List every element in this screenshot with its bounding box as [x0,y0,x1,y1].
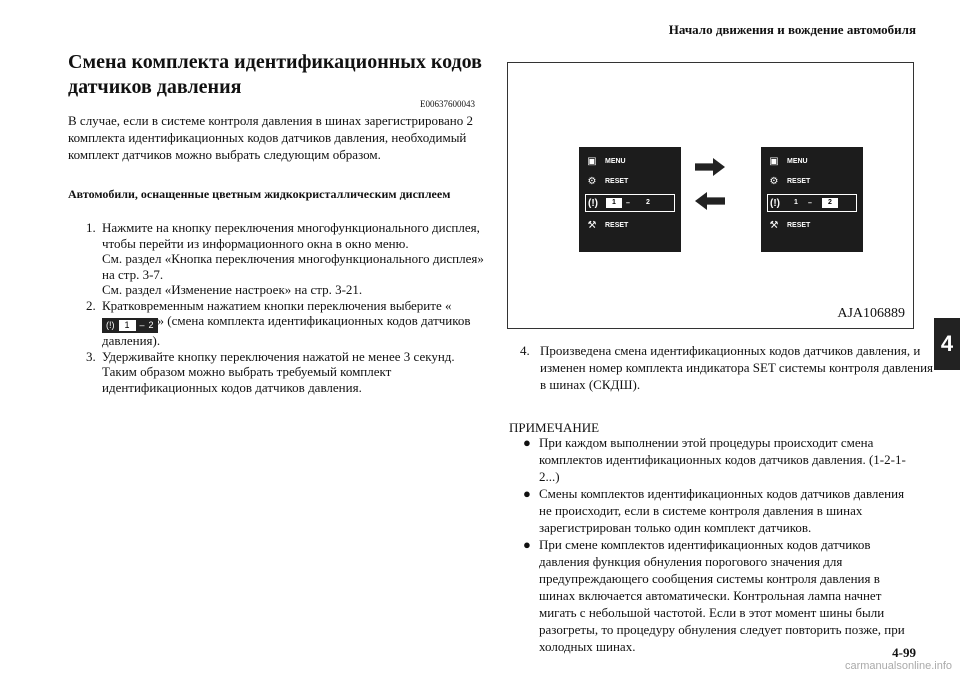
tpms-row [767,194,857,212]
toolbox-icon: ▣ [587,155,597,167]
badge-set-1: 1 [119,320,136,331]
reset-row [767,217,857,233]
set-dash: – [626,199,630,207]
step-4 [520,342,940,393]
reset-label: RESET [787,177,811,185]
menu-label: MENU [787,157,808,165]
bullet-icon: ● [523,435,531,450]
step-text-before: Кратковременным нажатием кнопки переключения выберите « [102,297,452,313]
page-number: 4-99 [892,645,916,660]
note-heading: ПРИМЕЧАНИЕ [509,420,600,435]
set-1-box: 1 [794,199,798,206]
gear-icon: ⚙ [587,175,597,187]
step-number: 2. [86,297,96,313]
menu-row [585,153,675,169]
step-number: 4. [520,343,530,358]
tpms-row [585,194,675,212]
step-number: 1. [86,220,96,235]
tire-pressure-icon: (!) [106,320,115,330]
badge-dash: – [139,320,145,330]
badge-set-2: 2 [148,320,154,330]
menu-row [767,153,857,169]
reset-label: RESET [605,177,629,185]
bullet-icon: ● [523,486,531,501]
display-screen-before [579,147,681,252]
arrow-left-icon [695,192,725,210]
reset-row [585,173,675,189]
switch-arrows [695,158,727,226]
chapter-tab: 4 [934,318,960,370]
step-1 [68,220,488,298]
tire-pressure-icon: (!) [588,197,598,209]
notes-list [509,434,919,655]
step-number: 3. [86,348,96,364]
reset-row [585,217,675,233]
steps-list [68,220,488,395]
menu-label: MENU [605,157,626,165]
set-1-box: 1 [606,198,622,208]
section-code: E00637600043 [420,99,475,109]
step-text-after: » (смена комплекта идентификационных кодов датчиков давления). [102,313,471,349]
step-reference: См. раздел «Изменение настроек» на стр. 3-21. [102,282,363,297]
step-2 [68,298,488,349]
section-title: Смена комплекта идентификационных кодов датчиков давления [68,51,482,98]
display-screen-after [761,147,863,252]
figure-label: AJA106889 [837,306,905,321]
step-text: Нажмите на кнопку переключения многофункционального дисплея, чтобы перейти из информационного окна в окно меню. [102,220,480,251]
subheading: Автомобили, оснащенные цветным жидкокристаллическим дисплеем [68,187,451,201]
reset-label: RESET [787,221,811,229]
tpms-set-badge [102,318,158,333]
step-text: Удерживайте кнопку переключения нажатой не менее 3 секунд. Таким образом можно выбрать требуемый комплект идентификационных кодов датчиков давления. [102,348,455,395]
reset-label: RESET [605,221,629,229]
watermark: carmanualsonline.info [844,660,952,672]
intro-paragraph: В случае, если в системе контроля давления в шинах зарегистрировано 2 комплекта идентификационных кодов датчиков давления, необходимый комплект датчиков можно выбрать следующим образом. [68,113,473,162]
step-text: Произведена смена идентификационных кодов датчиков давления, и изменен номер комплекта индикатора SET системы контроля давления в шинах (СКДШ). [540,343,934,392]
set-2-box: 2 [822,198,838,208]
bullet-icon: ● [523,537,531,552]
maintenance-icon: ⚒ [587,219,597,231]
chapter-header: Начало движения и вождение автомобиля [668,22,916,37]
arrow-right-icon [695,158,725,176]
maintenance-icon: ⚒ [769,219,779,231]
toolbox-icon: ▣ [769,155,779,167]
gear-icon: ⚙ [769,175,779,187]
note-text: Смены комплектов идентификационных кодов датчиков давления не происходит, если в системе контроля давления в шинах зарегистрирован только один комплект датчиков. [539,486,905,535]
note-text: При каждом выполнении этой процедуры происходит смена комплектов идентификационных кодов датчиков давления. (1-2-1-2...) [539,435,906,484]
display-illustration [507,62,914,329]
set-2-box: 2 [646,199,650,206]
note-text: При смене комплектов идентификационных кодов датчиков давления функция обнуления порогового значения для предупреждающего сообщения системы контроля давления в шинах включается автоматически. Контрольная лампа начнет мигать с небольшой частотой. Если в этот момент шины были разогреты, то процедуру обнуления следует повторить позже, при холодных шинах. [539,537,905,654]
set-dash: – [808,199,812,207]
tire-pressure-icon: (!) [770,197,780,209]
note-item [509,485,919,536]
note-item [509,536,919,655]
reset-row [767,173,857,189]
step-3 [68,349,488,396]
step-reference: См. раздел «Кнопка переключения многофункционального дисплея» на стр. 3-7. [102,251,484,282]
note-item [509,434,919,485]
